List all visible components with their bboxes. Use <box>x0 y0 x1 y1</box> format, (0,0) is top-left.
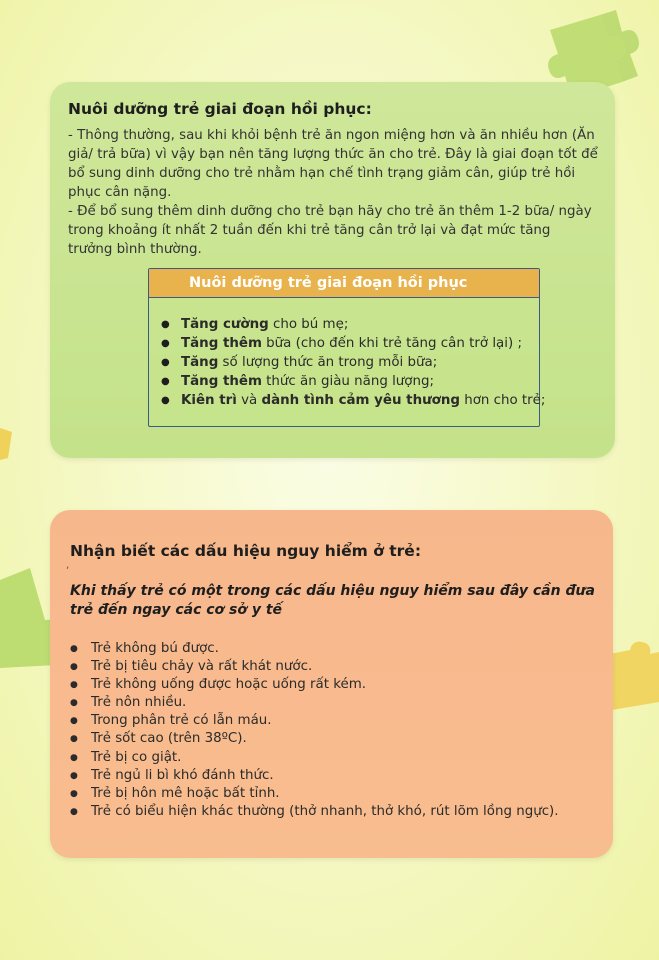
recovery-title: Nuôi dưỡng trẻ giai đoạn hồi phục: <box>68 100 372 118</box>
list-item: ● Trẻ bị tiêu chảy và rất khát nước. <box>70 658 559 676</box>
item-text: cho bú mẹ; <box>268 317 349 332</box>
list-item: ● Trẻ không bú được. <box>70 640 559 658</box>
item-text-2: hơn cho trẻ; <box>459 393 546 408</box>
list-item <box>149 391 545 410</box>
danger-title: Nhận biết các dấu hiệu nguy hiểm ở trẻ: <box>70 542 422 560</box>
recovery-paragraphs <box>68 126 598 259</box>
recovery-paragraph-1: - Thông thường, sau khi khỏi bệnh trẻ ăn ngon miệng hơn và ăn nhiều hơn (Ăn giả/ trả bữa) vì vậy bạn nên tăng lượng thức ăn cho trẻ. Đây là giai đoạn tốt để bổ sung dinh dưỡng cho trẻ nhằm hạn chế tình trạng giảm cân, giúp trẻ hồi phục cân nặng. <box>68 128 598 200</box>
item-bold: Kiên trì <box>181 393 237 408</box>
recovery-box-list <box>149 315 545 410</box>
item-text: và <box>236 393 262 408</box>
item-bold-2: dành tình cảm yêu thương <box>261 393 460 408</box>
list-item: ● Trẻ không uống được hoặc uống rất kém. <box>70 676 559 694</box>
item-text: bữa (cho đến khi trẻ tăng cân trở lại) ; <box>261 336 522 351</box>
stray-mark: , <box>66 560 70 571</box>
list-item <box>149 353 545 372</box>
list-item: ● Trong phân trẻ có lẫn máu. <box>70 712 559 730</box>
item-bold: Tăng <box>181 355 219 370</box>
recovery-box-header: Nuôi dưỡng trẻ giai đoạn hồi phục <box>149 269 539 298</box>
item-text: số lượng thức ăn trong mỗi bữa; <box>218 355 438 370</box>
puzzle-piece-left-yellow-icon <box>0 428 20 468</box>
item-bold: Tăng cường <box>181 317 269 332</box>
list-item: ● Trẻ bị hôn mê hoặc bất tỉnh. <box>70 785 559 803</box>
list-item: ● Trẻ nôn nhiều. <box>70 694 559 712</box>
list-item: ● Trẻ bị co giật. <box>70 749 559 767</box>
item-text: thức ăn giàu năng lượng; <box>261 374 434 389</box>
list-item <box>149 315 545 334</box>
item-bold: Tăng thêm <box>181 374 262 389</box>
list-item: ● Trẻ sốt cao (trên 38ºC). <box>70 730 559 748</box>
recovery-box <box>148 268 546 427</box>
recovery-paragraph-2: - Để bổ sung thêm dinh dưỡng cho trẻ bạn hãy cho trẻ ăn thêm 1-2 bữa/ ngày trong khoảng ít nhất 2 tuần đến khi trẻ tăng cân trở lại và đạt mức tăng trưởng bình thường. <box>68 204 592 257</box>
list-item: ● Trẻ ngủ li bì khó đánh thức. <box>70 767 559 785</box>
list-item <box>149 334 545 353</box>
list-item: ● Trẻ có biểu hiện khác thường (thở nhanh, thở khó, rút lõm lồng ngực). <box>70 803 559 821</box>
item-bold: Tăng thêm <box>181 336 262 351</box>
danger-signs-list <box>70 640 559 821</box>
list-item <box>149 372 545 391</box>
danger-note: Khi thấy trẻ có một trong các dấu hiệu nguy hiểm sau đây cần đưa trẻ đến ngay các cơ sở y tế <box>70 583 595 618</box>
